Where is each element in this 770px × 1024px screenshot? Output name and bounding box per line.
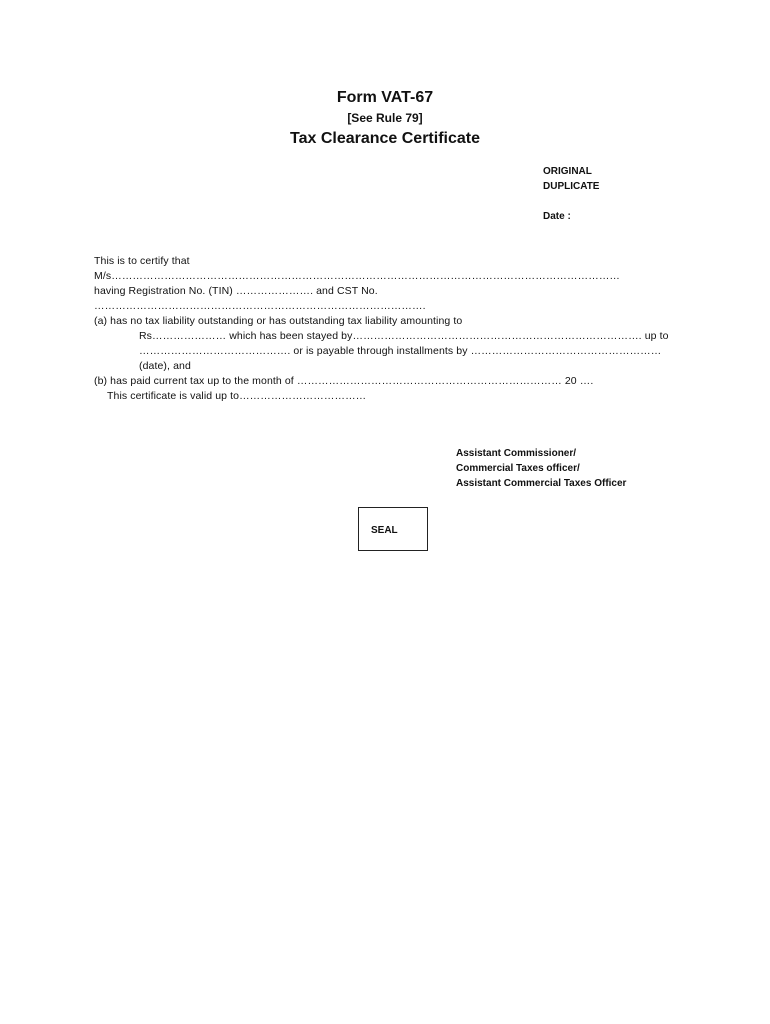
installments-line: ……………………………………. or is payable through installments by ……………………………………………… — [139, 345, 662, 357]
clause-a-line: (a) has no tax liability outstanding or has outstanding tax liability amounting to — [94, 315, 463, 327]
date-label: Date : — [543, 211, 571, 222]
seal-label: SEAL — [371, 525, 398, 536]
certify-intro: This is to certify that — [94, 255, 190, 267]
registration-line: having Registration No. (TIN) …………………. and CST No. — [94, 285, 378, 297]
rule-reference: [See Rule 79] — [347, 111, 423, 125]
signatory-line-3: Assistant Commercial Taxes Officer — [456, 478, 627, 489]
signatory-line-2: Commercial Taxes officer/ — [456, 463, 580, 474]
certificate-title: Tax Clearance Certificate — [289, 130, 480, 147]
clause-b-line: (b) has paid current tax up to the month of ………………………………………………………………… 20 …. — [94, 375, 594, 387]
copy-original-label: ORIGINAL — [543, 166, 592, 177]
validity-line: This certificate is valid up to……………………………… — [107, 390, 367, 402]
seal-box — [358, 507, 428, 551]
copy-duplicate-label: DUPLICATE — [543, 181, 600, 192]
amount-stayed-line: Rs………………… which has been stayed by………………………………………………………………………. up to — [139, 330, 669, 342]
firm-name-line: M/s……………………………………………………………………………………………………………………………… — [94, 270, 621, 282]
form-title: Form VAT-67 — [336, 89, 434, 106]
date-and-line: (date), and — [139, 360, 191, 372]
signatory-line-1: Assistant Commissioner/ — [456, 448, 577, 459]
cst-number-line: …………………………………………………………………………………. — [94, 300, 426, 312]
